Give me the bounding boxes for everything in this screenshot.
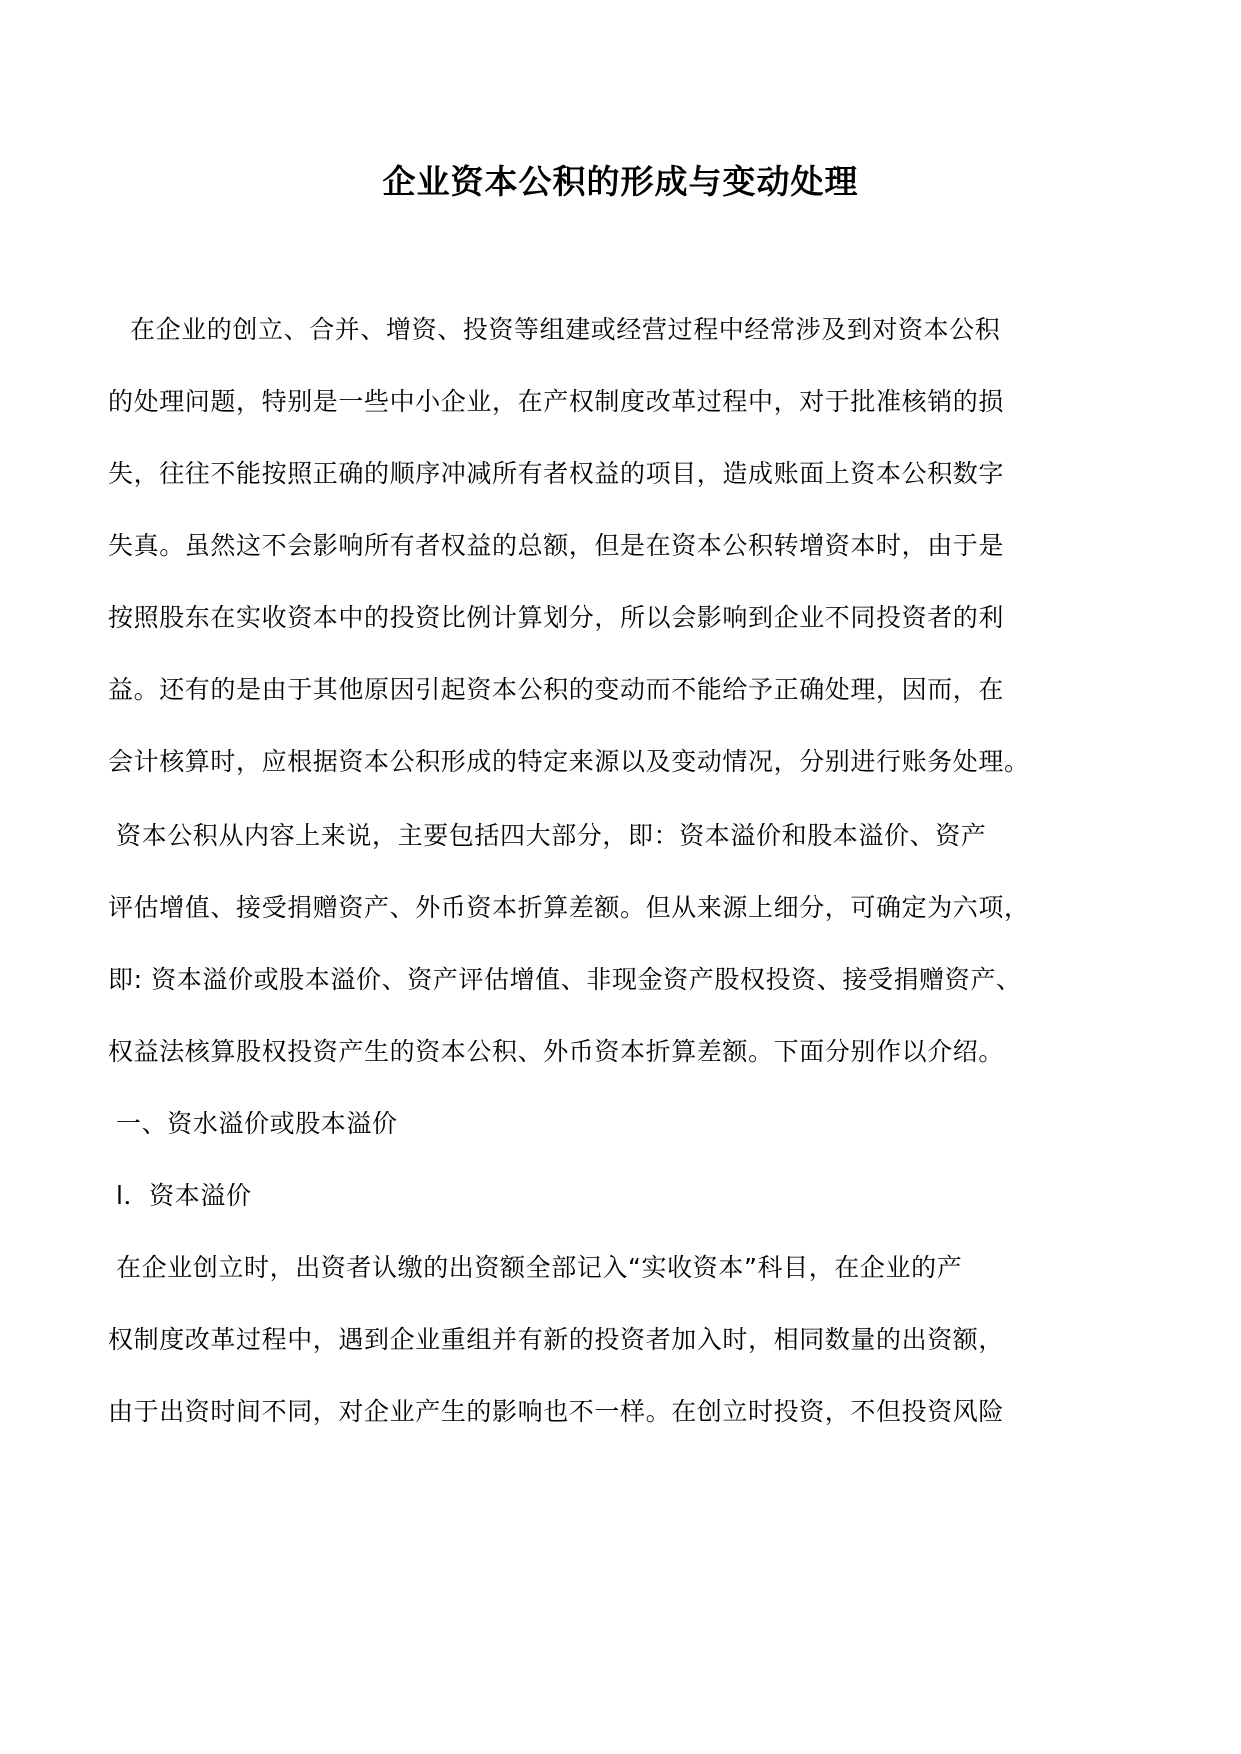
paragraph-2-line: 评估增值、接受捐赠资产、外币资本折算差额。但从来源上细分，可确定为六项， xyxy=(108,893,1030,922)
paragraph-1-line: 在企业的创立、合并、增资、投资等组建或经营过程中经常涉及到对资本公积 xyxy=(130,315,1001,344)
paragraph-1-line: 失，往往不能按照正确的顺序冲减所有者权益的项目，造成账面上资本公积数字 xyxy=(108,459,1005,488)
paragraph-2-line: 即: 资本溢价或股本溢价、资产评估增值、非现金资产股权投资、接受捐赠资产、 xyxy=(108,965,1022,994)
paragraph-3-line: 在企业创立时，出资者认缴的出资额全部记入“实收资本”科目，在企业的产 xyxy=(116,1253,963,1282)
page-title: 企业资本公积的形成与变动处理 xyxy=(382,162,859,201)
paragraph-1-line: 失真。虽然这不会影响所有者权益的总额，但是在资本公积转增资本时，由于是 xyxy=(108,531,1005,560)
paragraph-3-line: 权制度改革过程中，遇到企业重组并有新的投资者加入时，相同数量的出资额， xyxy=(108,1325,1005,1354)
section-heading-text: l．资本溢价 xyxy=(116,1181,252,1210)
paragraph-1-line: 的处理问题，特别是一些中小企业，在产权制度改革过程中，对于批准核销的损 xyxy=(108,387,1005,416)
paragraph-2-line: 权益法核算股权投资产生的资本公积、外币资本折算差额。下面分别作以介绍。 xyxy=(108,1037,1005,1066)
paragraph-2-line: 资本公积从内容上来说，主要包括四大部分，即：资本溢价和股本溢价、资产 xyxy=(116,821,987,850)
paragraph-3-line: 由于出资时间不同，对企业产生的影响也不一样。在创立时投资，不但投资风险 xyxy=(108,1397,1005,1426)
paragraph-1-line: 益。还有的是由于其他原因引起资本公积的变动而不能给予正确处理，因而，在 xyxy=(108,675,1005,704)
section-heading-text: 一、资水溢价或股本溢价 xyxy=(116,1109,398,1138)
paragraph-1-line: 会计核算时，应根据资本公积形成的特定来源以及变动情况，分别进行账务处理。 xyxy=(108,747,1030,776)
paragraph-1-line: 按照股东在实收资本中的投资比例计算划分，所以会影响到企业不同投资者的利 xyxy=(108,603,1005,632)
